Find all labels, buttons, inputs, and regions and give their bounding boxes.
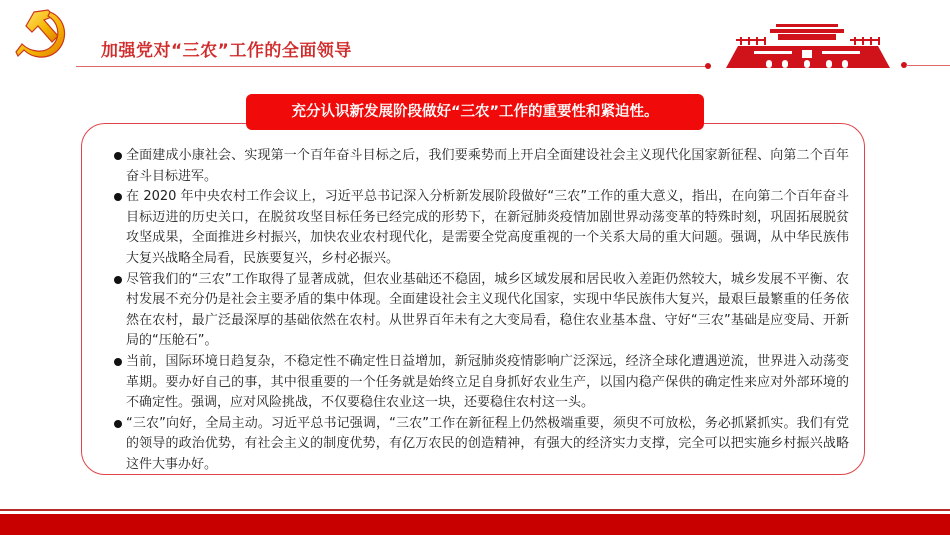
- header-divider-right: [906, 65, 950, 66]
- bullet-icon: [114, 358, 122, 366]
- content-body: [114, 146, 849, 476]
- bullet-item: 全面建成小康社会、实现第一个百年奋斗目标之后，我们要乘势而上开启全面建设社会主义现代化国家新征程、向第二个百年奋斗目标进军。: [114, 146, 849, 187]
- party-emblem-icon: [14, 6, 74, 62]
- divider-dot-left: [705, 63, 711, 69]
- bullet-item: 尽管我们的“三农”工作取得了显著成就，但农业基础还不稳固，城乡区域发展和居民收入差距仍然较大，城乡发展不平衡、农村发展不充分仍是社会主要矛盾的集中体现。全面建设社会主义现代化国家，实现中华民族伟大复兴，最艰巨最繁重的任务依然在农村，最广泛最深厚的基础依然在农村。从世界百年未有之大变局看，稳住农业基本盘、守好“三农”基础是应变局、开新局的“压舱石”。: [114, 270, 849, 352]
- bullet-icon: [114, 152, 122, 160]
- bullet-icon: [114, 420, 122, 428]
- tiananmen-gate-icon: [718, 20, 898, 70]
- bullet-item: 当前，国际环境日趋复杂，不稳定性不确定性日益增加，新冠肺炎疫情影响广泛深远，经济全球化遭遇逆流，世界进入动荡变革期。要办好自己的事，其中很重要的一个任务就是始终立足自身抓好农业生产，以国内稳产保供的确定性来应对外部环境的不确定性。强调，应对风险挑战，不仅要稳住农业这一块，还要稳住农村这一头。: [114, 352, 849, 414]
- bullet-icon: [114, 276, 122, 284]
- bullet-item: 在 2020 年中央农村工作会议上，习近平总书记深入分析新发展阶段做好“三农”工作的重大意义，指出，在向第二个百年奋斗目标迈进的历史关口，在脱贫攻坚目标任务已经完成的形势下，在新冠肺炎疫情加剧世界动荡变革的特殊时刻，巩固拓展脱贫攻坚成果，全面推进乡村振兴，加快农业农村现代化，是需要全党高度重视的一个关系大局的重大问题。强调，从中华民族伟大复兴战略全局看，民族要复兴，乡村必振兴。: [114, 187, 849, 269]
- header-divider: [76, 66, 708, 67]
- bullet-item: “三农”向好，全局主动。习近平总书记强调，“三农”工作在新征程上仍然极端重要，须臾不可放松，务必抓紧抓实。我们有党的领导的政治优势，有社会主义的制度优势，有亿万农民的创造精神，有强大的经济实力支撑，完全可以把实施乡村振兴战略这件大事办好。: [114, 414, 849, 476]
- bullet-icon: [114, 193, 122, 201]
- page-title: 加强党对“三农”工作的全面领导: [101, 41, 352, 61]
- footer-band: [0, 514, 950, 535]
- footer-line: [0, 509, 950, 511]
- section-heading: 充分认识新发展阶段做好“三农”工作的重要性和紧迫性。: [246, 94, 704, 130]
